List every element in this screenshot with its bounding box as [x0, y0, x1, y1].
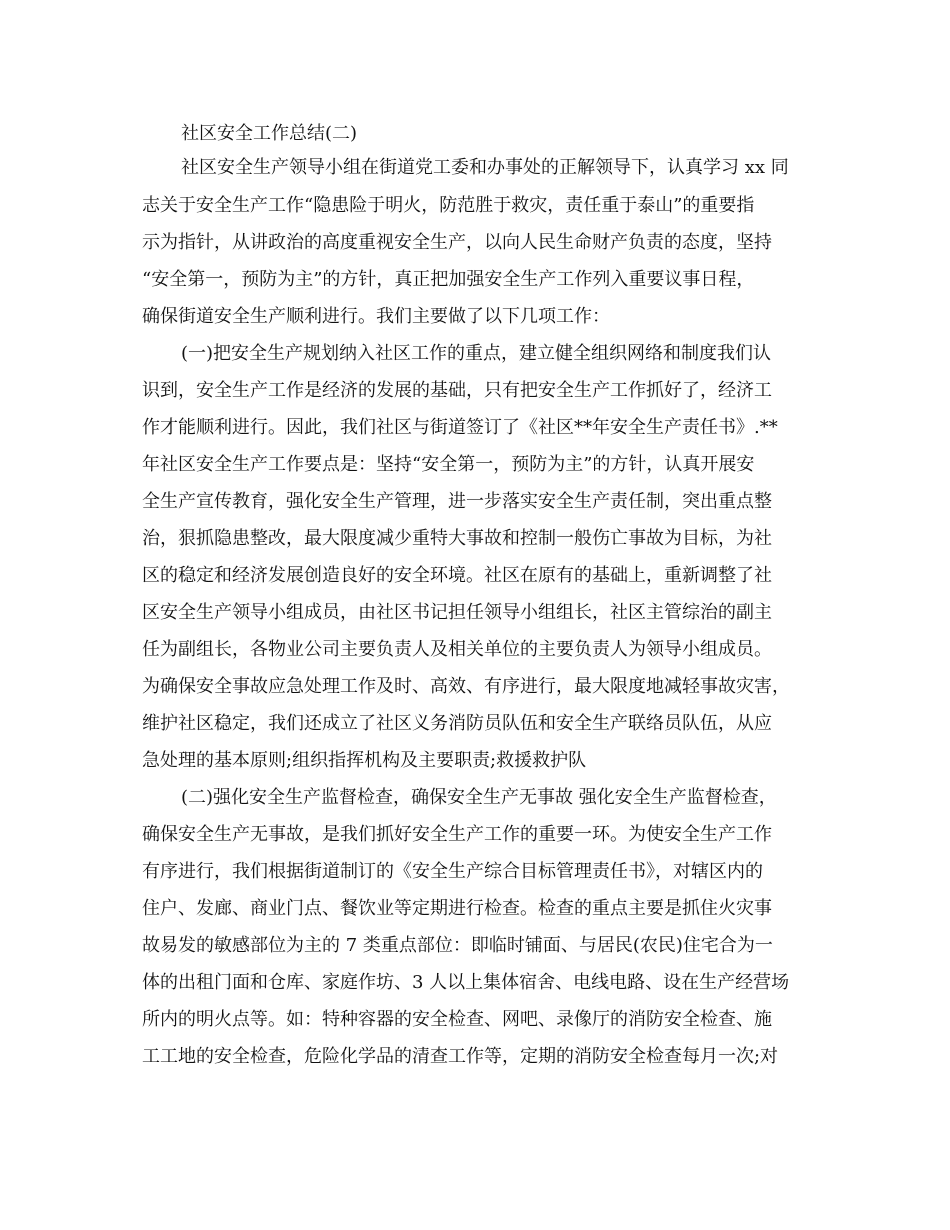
paragraph-2-line: 急处理的基本原则;组织指挥机构及主要职责;救援救护队	[142, 750, 587, 771]
paragraph-3-line: (二)强化安全生产监督检查，确保安全生产无事故 强化安全生产监督检查，	[181, 787, 777, 808]
paragraph-3-line: 故易发的敏感部位为主的 7 类重点部位：即临时铺面、与居民(农民)住宅合为一	[142, 935, 773, 956]
paragraph-2-line: 区的稳定和经济发展创造良好的安全环境。社区在原有的基础上，重新调整了社	[142, 565, 772, 586]
paragraph-2-line: 为确保安全事故应急处理工作及时、高效、有序进行，最大限度地减轻事故灾害，	[142, 676, 790, 697]
paragraph-3-line: 住户、发廊、商业门点、餐饮业等定期进行检查。检查的重点主要是抓住火灾事	[142, 898, 772, 919]
paragraph-1-line: “安全第一，预防为主”的方针，真正把加强安全生产工作列入重要议事日程，	[142, 269, 755, 290]
paragraph-2-line: 维护社区稳定，我们还成立了社区义务消防员队伍和安全生产联络员队伍，从应	[142, 713, 772, 734]
paragraph-1-line: 志关于安全生产工作“隐患险于明火，防范胜于救灾，责任重于泰山”的重要指	[142, 195, 755, 216]
paragraph-3-line: 有序进行，我们根据街道制订的《安全生产综合目标管理责任书》，对辖区内的	[142, 861, 763, 882]
paragraph-2-line: 作才能顺利进行。因此，我们社区与街道签订了《社区**年安全生产责任书》.**	[142, 417, 778, 438]
paragraph-2-line: 任为副组长，各物业公司主要负责人及相关单位的主要负责人为领导小组成员。	[142, 639, 772, 660]
paragraph-3-line: 工工地的安全检查，危险化学品的清查工作等，定期的消防安全检查每月一次;对	[142, 1046, 779, 1067]
paragraph-2-line: 区安全生产领导小组成员，由社区书记担任领导小组组长，社区主管综治的副主	[142, 602, 772, 623]
paragraph-2-line: (一)把安全生产规划纳入社区工作的重点，建立健全组织网络和制度我们认	[181, 343, 772, 364]
paragraph-3-line: 确保安全生产无事故，是我们抓好安全生产工作的重要一环。为使安全生产工作	[142, 824, 772, 845]
paragraph-2-line: 全生产宣传教育，强化安全生产管理，进一步落实安全生产责任制，突出重点整	[142, 491, 772, 512]
paragraph-3-line: 所内的明火点等。如：特种容器的安全检查、网吧、录像厅的消防安全检查、施	[142, 1009, 772, 1030]
paragraph-3-line: 体的出租门面和仓库、家庭作坊、3 人以上集体宿舍、电线电路、设在生产经营场	[142, 972, 790, 993]
paragraph-1-line: 示为指针，从讲政治的高度重视安全生产，以向人民生命财产负责的态度，坚持	[142, 232, 772, 253]
paragraph-1-line: 社区安全生产领导小组在街道党工委和办事处的正解领导下，认真学习 xx 同	[181, 157, 789, 178]
paragraph-2-line: 年社区安全生产工作要点是：坚持“安全第一，预防为主”的方针，认真开展安	[142, 454, 755, 475]
paragraph-1-line: 确保街道安全生产顺利进行。我们主要做了以下几项工作：	[142, 306, 610, 327]
document-title: 社区安全工作总结(二)	[181, 123, 358, 144]
paragraph-2-line: 治，狠抓隐患整改，最大限度减少重特大事故和控制一般伤亡事故为目标，为社	[142, 528, 772, 549]
paragraph-2-line: 识到，安全生产工作是经济的发展的基础，只有把安全生产工作抓好了，经济工	[142, 380, 772, 401]
